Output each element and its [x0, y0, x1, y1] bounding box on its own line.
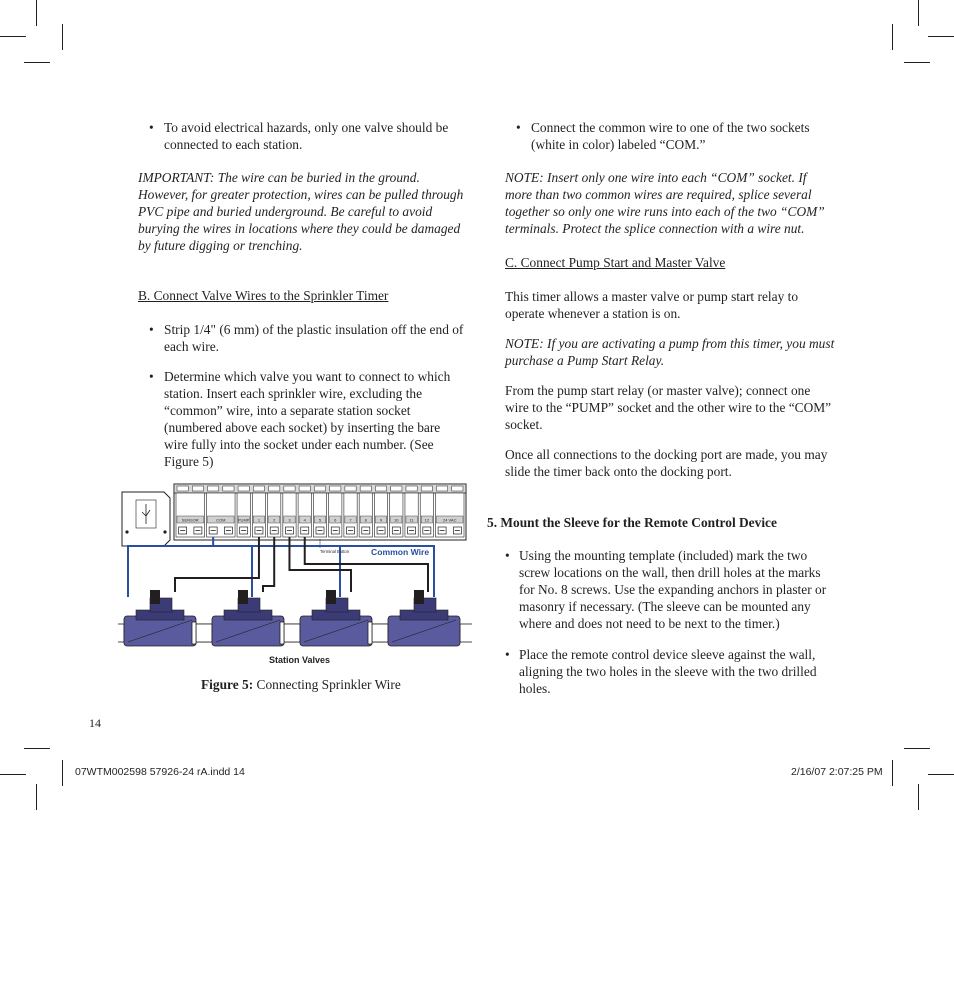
terminal-label: 24 VAC [442, 517, 457, 523]
terminal-label: 1 [257, 517, 261, 523]
strip-ridge [177, 486, 188, 491]
crop-mark [62, 760, 63, 786]
terminal-label: 3 [288, 517, 291, 523]
slug-filename: 07WTM002598 57926-24 rA.indd 14 [75, 766, 245, 778]
terminal-label: COM [216, 517, 226, 523]
note-com: NOTE: Insert only one wire into each “COM” socket. If more than two common wires are required, splice several together so only one wire runs into each of the two “COM” terminals. Protect the splice connection with a wire nut. [505, 170, 825, 236]
bullet-sleeve-text: Place the remote control device sleeve against the wall, aligning the two holes in the sleeve with the two drilled holes. [519, 647, 817, 696]
terminal-label: 11 [409, 517, 414, 523]
crop-mark [24, 748, 50, 749]
section-c-heading: C. Connect Pump Start and Master Valve [505, 255, 726, 270]
crop-mark [904, 62, 930, 63]
terminal-strip [174, 484, 466, 540]
strip-ridge [360, 486, 371, 491]
wire-nut [326, 590, 336, 604]
strip-ridge [330, 486, 341, 491]
bullet-dot: • [149, 369, 154, 384]
strip-ridge [208, 486, 219, 491]
strip-ridge [284, 486, 295, 491]
important-note: IMPORTANT: The wire can be buried in the ground. However, for greater protection, wires can be pulled through PVC pipe and buried underground. Be careful to avoid burying the wires in locations where they could be damaged by future digging or trenching. [138, 170, 464, 253]
strip-ridge [421, 486, 432, 491]
station-valves-label: Station Valves [269, 655, 331, 665]
strip-ridge [192, 486, 203, 491]
strip-ridge [436, 486, 447, 491]
para-docking: Once all connections to the docking port are made, you may slide the timer back onto the docking port. [505, 447, 828, 479]
crop-mark [904, 748, 930, 749]
valve-pipe [372, 624, 388, 642]
strip-ridge [406, 486, 417, 491]
docking-port-plate [122, 492, 170, 546]
crop-mark [36, 0, 37, 26]
strip-ridge [314, 486, 325, 491]
terminal-label: 10 [394, 517, 399, 523]
crop-mark [892, 760, 893, 786]
terminal-label: 7 [349, 517, 352, 523]
terminal-button-label: Terminal Button [320, 549, 350, 554]
terminal-label: PUMP [237, 517, 250, 523]
bullet-electrical [138, 119, 464, 153]
bullet-determine [138, 368, 464, 470]
strip-ridge [269, 486, 280, 491]
terminal-label: 8 [364, 517, 367, 523]
wire-nut [238, 590, 248, 604]
strip-ridge [391, 486, 402, 491]
strip-ridge [452, 486, 463, 491]
right-column-section-5 [487, 514, 837, 697]
strip-ridge [238, 486, 249, 491]
crop-mark [928, 774, 954, 775]
terminal-label: SENSOR [181, 517, 199, 523]
terminal-label: 12 [424, 517, 430, 523]
station-valve [368, 590, 472, 646]
terminal-label: 9 [379, 517, 383, 523]
strip-ridge [345, 486, 356, 491]
figure-caption [201, 677, 401, 693]
bullet-template-text: Using the mounting template (included) mark the two screw locations on the wall, then drill holes at the marks for No. 8 screws. Use the expanding anchors in plaster or masonry if necessary. (The sleeve can be mounted any where and does not need to be next to the timer.) [519, 548, 827, 631]
strip-ridge [223, 486, 234, 491]
valve-pipe-end [280, 622, 284, 644]
bullet-template [487, 547, 837, 632]
valve-pipe-end [192, 622, 196, 644]
bullet-electrical-text: To avoid electrical hazards, only one valve should be connected to each station. [164, 120, 449, 152]
terminal-label: 5 [318, 517, 322, 523]
strip-ridge [253, 486, 264, 491]
common-wire [128, 546, 213, 597]
bullet-dot: • [505, 548, 510, 563]
para-relay: From the pump start relay (or master valve); connect one wire to the “PUMP” socket and the other wire to the “COM” socket. [505, 383, 832, 432]
wire-nut [414, 590, 424, 604]
left-column [138, 119, 464, 470]
valve-pipe [460, 624, 472, 642]
terminal-label: 6 [334, 517, 337, 523]
common-wire [213, 537, 434, 597]
station-valves [118, 590, 472, 646]
crop-mark [892, 24, 893, 50]
figure-caption-text: Connecting Sprinkler Wire [253, 677, 401, 692]
bullet-dot: • [516, 120, 521, 135]
strip-ridge [375, 486, 386, 491]
figure-caption-label: Figure 5: [201, 677, 254, 692]
section-5-heading: 5. Mount the Sleeve for the Remote Control Device [487, 515, 777, 530]
bullet-common-text: Connect the common wire to one of the two sockets (white in color) labeled “COM.” [531, 120, 810, 152]
page-number: 14 [89, 716, 101, 730]
wire-nut [150, 590, 160, 604]
terminal-label: 4 [303, 517, 306, 523]
bullet-common [505, 119, 835, 153]
wires [128, 537, 434, 597]
crop-mark [928, 36, 954, 37]
crop-mark [0, 774, 26, 775]
crop-mark [0, 36, 26, 37]
crop-mark [918, 784, 919, 810]
strip-ridge [299, 486, 310, 491]
crop-mark [918, 0, 919, 26]
common-wire-label: Common Wire [371, 547, 430, 557]
valve-pipe-end [368, 622, 372, 644]
wiring-diagram [118, 482, 472, 672]
crop-mark [62, 24, 63, 50]
valve-pipe [284, 624, 300, 642]
terminal-label: 2 [273, 517, 276, 523]
bullet-dot: • [149, 120, 154, 135]
bullet-dot: • [149, 322, 154, 337]
note-pump: NOTE: If you are activating a pump from this timer, you must purchase a Pump Start Relay. [505, 336, 835, 368]
slug-timestamp: 2/16/07 2:07:25 PM [791, 766, 883, 778]
bullet-dot: • [505, 647, 510, 662]
bullet-determine-text: Determine which valve you want to connect to which station. Insert each sprinkler wire, excluding the “common” wire, into a separate station socket (numbered above each socket) by inserting the bare wire fully into the socket under each number. (See Figure 5) [164, 369, 451, 469]
right-column [505, 119, 835, 480]
para-master-valve: This timer allows a master valve or pump start relay to operate whenever a station is on. [505, 289, 799, 321]
crop-mark [36, 784, 37, 810]
valve-pipe [196, 624, 212, 642]
crop-mark [24, 62, 50, 63]
section-b-heading: B. Connect Valve Wires to the Sprinkler Timer [138, 288, 389, 303]
bullet-strip-text: Strip 1/4" (6 mm) of the plastic insulation off the end of each wire. [164, 322, 464, 354]
bullet-sleeve [487, 646, 837, 697]
bullet-strip [138, 321, 464, 355]
valve-pipe [118, 624, 124, 642]
